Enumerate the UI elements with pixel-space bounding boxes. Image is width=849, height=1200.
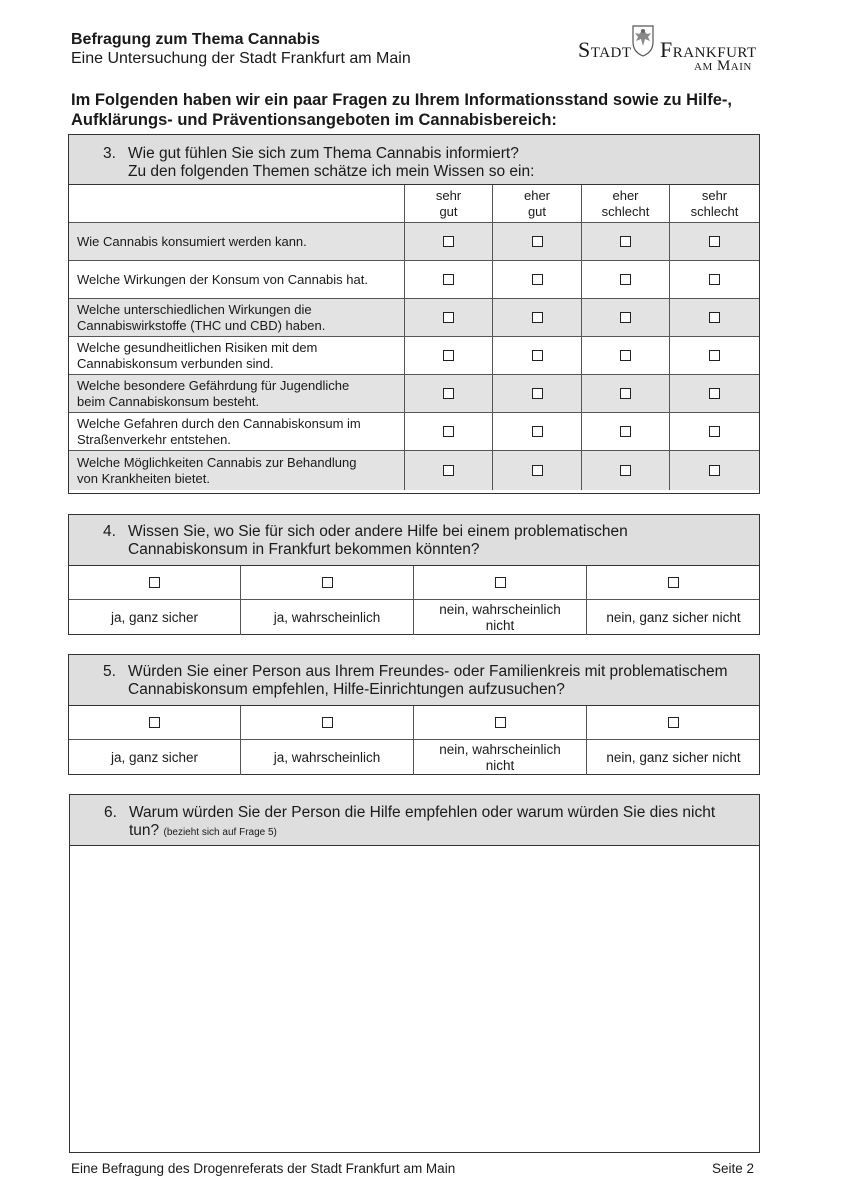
rating-row: [69, 451, 759, 490]
rating-cell: [405, 223, 493, 260]
question-5: [68, 654, 760, 775]
option-label-line1: nein, ganz sicher nicht: [606, 609, 741, 625]
label-row: [69, 740, 759, 775]
rating-column-header: [670, 185, 759, 222]
option-checkbox-cell: [241, 706, 414, 739]
option-checkbox[interactable]: [668, 577, 679, 588]
rating-cell: [493, 375, 582, 412]
rating-cell: [405, 375, 493, 412]
free-text-answer-area[interactable]: [70, 846, 759, 1152]
label-row: [69, 600, 759, 635]
question-number: 4.: [103, 523, 116, 540]
option-checkbox[interactable]: [322, 577, 333, 588]
option-label-text: [439, 602, 561, 634]
rating-cell: [493, 413, 582, 450]
rating-row-label: [69, 299, 405, 336]
question-text-line1: Warum würden Sie der Person die Hilfe empfehlen oder warum würden Sie dies nicht: [129, 804, 716, 821]
rating-cell: [405, 261, 493, 298]
rating-cell: [670, 261, 759, 298]
row-label-line1: Welche gesundheitlichen Risiken mit dem: [77, 339, 318, 355]
column-label-line2: gut: [439, 203, 458, 219]
rating-cell: [582, 375, 670, 412]
rating-row-label-text: [77, 272, 368, 288]
option-label-line1: nein, wahrscheinlich: [439, 741, 561, 757]
row-label-line1: Wie Cannabis konsumiert werden kann.: [77, 233, 307, 249]
question-5-header: [69, 655, 759, 706]
rating-row: [69, 299, 759, 337]
option-checkbox-cell: [587, 566, 760, 599]
option-label: [69, 740, 241, 775]
rating-checkbox[interactable]: [620, 312, 631, 323]
option-label: [69, 600, 241, 635]
rating-cell: [405, 413, 493, 450]
question-text-line2: Cannabiskonsum empfehlen, Hilfe-Einrichtungen aufzusuchen?: [128, 681, 565, 698]
column-label-line1: sehr: [435, 187, 462, 203]
column-label-line2: gut: [527, 203, 547, 219]
logo-stadt: Stadt: [578, 37, 632, 62]
rating-cell: [493, 223, 582, 260]
question-4: [68, 514, 760, 635]
rating-row-label: [69, 261, 405, 298]
intro-text: Im Folgenden haben wir ein paar Fragen zu Ihrem Informationsstand sowie zu Hilfe-, Aufklärungs- und Präventionsangeboten im Cannabisbereich:: [71, 91, 733, 129]
row-label-line1: Welche besondere Gefährdung für Jugendliche: [77, 377, 350, 393]
row-label-line2: Straßenverkehr entstehen.: [77, 431, 231, 447]
rating-checkbox[interactable]: [620, 465, 631, 476]
option-label-text: [606, 750, 740, 766]
option-checkbox[interactable]: [322, 717, 333, 728]
row-label-line1: Welche Möglichkeiten Cannabis zur Behandlung: [77, 454, 357, 470]
option-label: [587, 740, 760, 775]
rating-row-label-text: [77, 416, 361, 448]
eagle-crest-icon: [629, 22, 657, 58]
rating-checkbox[interactable]: [443, 426, 454, 437]
option-label-line2: nicht: [485, 617, 515, 633]
option-checkbox-cell: [69, 706, 241, 739]
row-label-line2: Cannabiswirkstoffe (THC und CBD) haben.: [77, 317, 326, 333]
rating-row-label-text: [77, 234, 307, 250]
option-checkbox[interactable]: [495, 577, 506, 588]
rating-row-label: [69, 451, 405, 490]
row-label-line1: Welche unterschiedlichen Wirkungen die: [77, 301, 312, 317]
question-3-header: [69, 135, 759, 185]
option-checkbox-cell: [414, 706, 587, 739]
rating-header-blank: [69, 185, 405, 222]
rating-checkbox[interactable]: [620, 274, 631, 285]
option-checkbox-cell: [414, 566, 587, 599]
rating-checkbox[interactable]: [620, 426, 631, 437]
question-4-header: [69, 515, 759, 566]
option-label-line1: ja, ganz sicher: [110, 609, 199, 625]
option-label-line1: ja, wahrscheinlich: [273, 609, 381, 625]
option-label: [587, 600, 760, 635]
column-label-line2: schlecht: [601, 203, 650, 219]
question-3: [68, 134, 760, 494]
option-checkbox[interactable]: [149, 577, 160, 588]
option-checkbox[interactable]: [668, 717, 679, 728]
option-label: [241, 600, 414, 635]
option-checkbox[interactable]: [495, 717, 506, 728]
question-number: 6.: [104, 804, 117, 821]
checkbox-row: [69, 566, 759, 600]
rating-checkbox[interactable]: [709, 426, 720, 437]
rating-checkbox[interactable]: [709, 350, 720, 361]
question-text-line1: Wissen Sie, wo Sie für sich oder andere Hilfe bei einem problematischen: [128, 523, 628, 540]
rating-checkbox[interactable]: [709, 465, 720, 476]
row-label-line2: von Krankheiten bietet.: [77, 470, 210, 486]
rating-row-label-text: [77, 340, 317, 372]
rating-checkbox[interactable]: [443, 312, 454, 323]
logo-frankfurt: Frankfurt: [660, 37, 757, 62]
rating-row-label: [69, 223, 405, 260]
question-text-tun: tun?: [129, 822, 160, 839]
rating-cell: [493, 299, 582, 336]
rating-cell: [405, 299, 493, 336]
option-checkbox[interactable]: [149, 717, 160, 728]
option-label-line2: nicht: [485, 757, 515, 773]
page-number: Seite 2: [712, 1161, 755, 1176]
option-label-line1: ja, ganz sicher: [110, 749, 199, 765]
column-label-line2: schlecht: [690, 203, 739, 219]
rating-checkbox[interactable]: [443, 236, 454, 247]
rating-cell: [493, 337, 582, 374]
question-note: (bezieht sich auf Frage 5): [163, 827, 277, 838]
rating-row-label: [69, 337, 405, 374]
question-text-line2: Cannabiskonsum in Frankfurt bekommen könnten?: [128, 541, 480, 558]
row-label-line1: Welche Wirkungen der Konsum von Cannabis hat.: [77, 271, 368, 287]
rating-cell: [670, 223, 759, 260]
rating-cell: [670, 337, 759, 374]
rating-cell: [670, 299, 759, 336]
rating-cell: [493, 451, 582, 490]
rating-checkbox[interactable]: [709, 236, 720, 247]
row-label-line2: Cannabiskonsum verbunden sind.: [77, 355, 274, 371]
option-label-text: [439, 742, 561, 774]
option-checkbox-cell: [241, 566, 414, 599]
rating-cell: [582, 451, 670, 490]
rating-checkbox[interactable]: [532, 350, 543, 361]
column-label-line1: eher: [612, 187, 639, 203]
question-6-header: [70, 795, 759, 846]
option-label: [241, 740, 414, 775]
rating-checkbox[interactable]: [532, 465, 543, 476]
rating-row-label-text: [77, 302, 325, 334]
survey-title: Befragung zum Thema Cannabis: [71, 31, 320, 48]
question-text-line1: Würden Sie einer Person aus Ihrem Freundes- oder Familienkreis mit problematischem: [128, 663, 728, 680]
question-number: 3.: [103, 145, 116, 162]
rating-cell: [405, 451, 493, 490]
rating-checkbox[interactable]: [709, 274, 720, 285]
rating-checkbox[interactable]: [709, 388, 720, 399]
rating-cell: [670, 375, 759, 412]
rating-checkbox[interactable]: [620, 350, 631, 361]
option-checkbox-cell: [587, 706, 760, 739]
rating-cell: [670, 451, 759, 490]
row-label-line2: beim Cannabiskonsum besteht.: [77, 393, 260, 409]
question-text-line2: Zu den folgenden Themen schätze ich mein Wissen so ein:: [128, 163, 535, 180]
rating-checkbox[interactable]: [532, 426, 543, 437]
rating-column-header: [582, 185, 670, 222]
option-label-text: [274, 610, 381, 626]
survey-subtitle: Eine Untersuchung der Stadt Frankfurt am Main: [71, 50, 411, 67]
option-label-text: [606, 610, 740, 626]
rating-checkbox[interactable]: [532, 236, 543, 247]
rating-checkbox[interactable]: [532, 388, 543, 399]
option-label-text: [274, 750, 381, 766]
rating-cell: [670, 413, 759, 450]
option-label: [414, 600, 587, 635]
rating-cell: [582, 223, 670, 260]
question-text-line2: [129, 822, 277, 842]
rating-row: [69, 337, 759, 375]
question-text-line1: Wie gut fühlen Sie sich zum Thema Cannabis informiert?: [128, 145, 519, 162]
rating-row-label-text: [77, 455, 356, 487]
rating-row: [69, 375, 759, 413]
rating-cell: [582, 299, 670, 336]
rating-row: [69, 261, 759, 299]
row-label-line1: Welche Gefahren durch den Cannabiskonsum im: [77, 415, 361, 431]
option-label-line1: ja, wahrscheinlich: [273, 749, 381, 765]
rating-row-label: [69, 413, 405, 450]
option-label-text: [111, 750, 198, 766]
footer-text: Eine Befragung des Drogenreferats der Stadt Frankfurt am Main: [71, 1161, 456, 1176]
rating-row: [69, 223, 759, 261]
rating-row-label-text: [77, 378, 349, 410]
rating-cell: [493, 261, 582, 298]
rating-row: [69, 413, 759, 451]
rating-checkbox[interactable]: [532, 274, 543, 285]
rating-column-header: [493, 185, 582, 222]
option-label-line1: nein, ganz sicher nicht: [606, 749, 741, 765]
rating-header-row: [69, 185, 759, 223]
rating-checkbox[interactable]: [532, 312, 543, 323]
rating-cell: [582, 337, 670, 374]
rating-cell: [582, 261, 670, 298]
column-label-line1: eher: [523, 187, 551, 203]
option-label-line1: nein, wahrscheinlich: [439, 601, 561, 617]
rating-cell: [582, 413, 670, 450]
column-label-line1: sehr: [701, 187, 728, 203]
rating-row-label: [69, 375, 405, 412]
rating-cell: [405, 337, 493, 374]
rating-checkbox[interactable]: [443, 274, 454, 285]
rating-checkbox[interactable]: [443, 465, 454, 476]
rating-checkbox[interactable]: [443, 388, 454, 399]
rating-checkbox[interactable]: [620, 236, 631, 247]
option-label: [414, 740, 587, 775]
city-logo: [578, 22, 756, 78]
checkbox-row: [69, 706, 759, 740]
rating-checkbox[interactable]: [620, 388, 631, 399]
option-checkbox-cell: [69, 566, 241, 599]
question-number: 5.: [103, 663, 116, 680]
question-6: [69, 794, 760, 1153]
rating-checkbox[interactable]: [443, 350, 454, 361]
logo-am-main: am Main: [694, 58, 752, 74]
option-label-text: [111, 610, 198, 626]
rating-column-header: [405, 185, 493, 222]
rating-checkbox[interactable]: [709, 312, 720, 323]
